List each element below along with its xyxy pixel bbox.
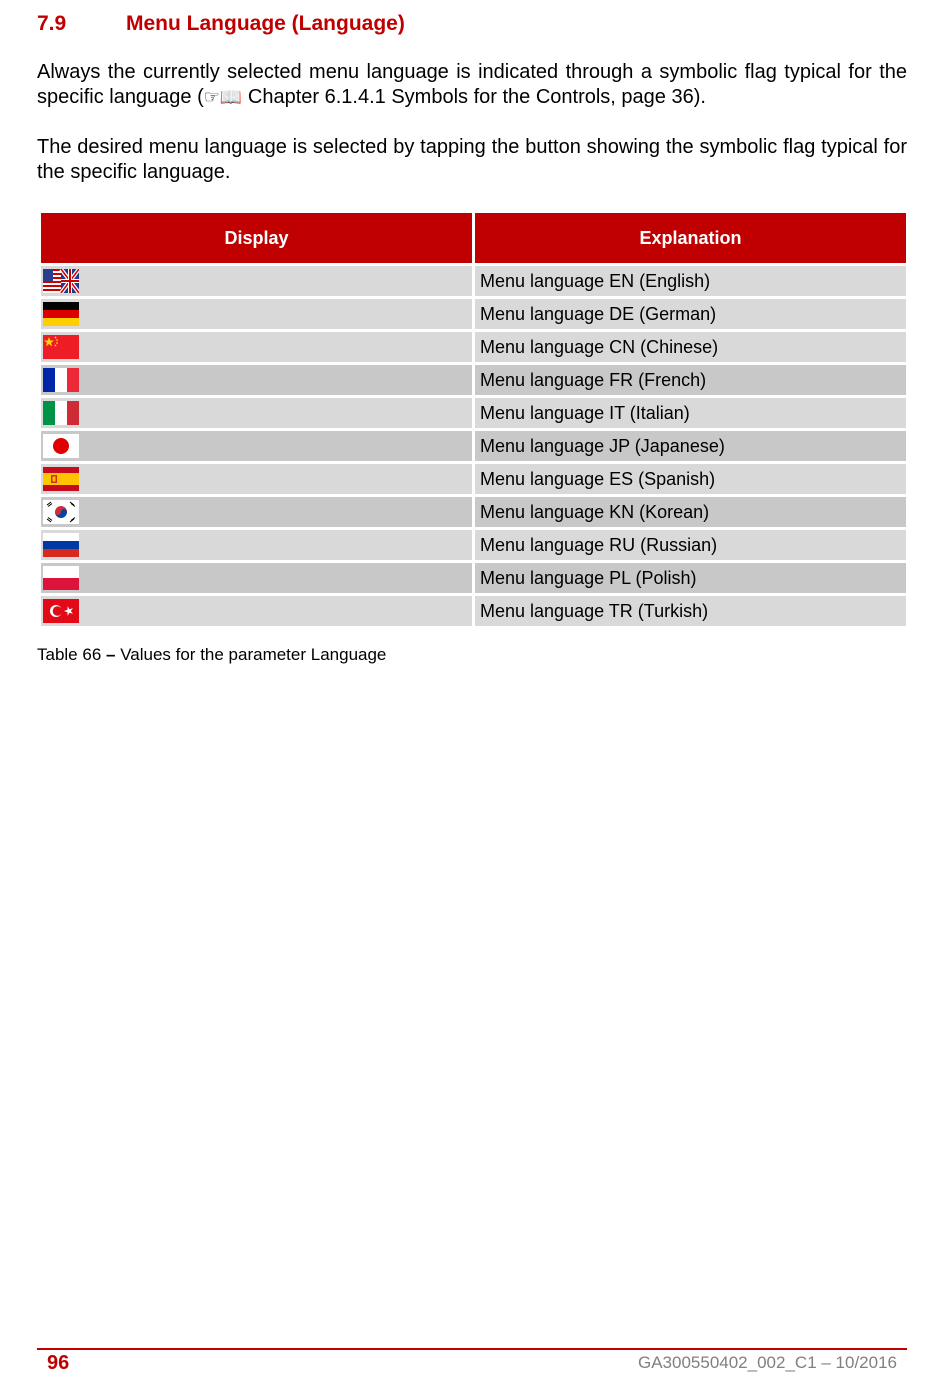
flag-es-icon[interactable] [43,467,79,491]
table-caption [37,645,386,665]
flag-ru-icon[interactable] [43,533,79,557]
page-number: 96 [47,1352,70,1374]
selection-paragraph: The desired menu language is selected by tapping the button showing the symbolic flag typical for the specific language. [37,136,907,183]
section-heading [37,12,405,36]
caption-label: Table 66 [37,645,102,664]
table-row [41,563,906,593]
table-row [41,530,906,560]
flag-kn-icon[interactable] [43,500,79,524]
explanation-cell: Menu language IT (Italian) [475,398,906,428]
explanation-cell: Menu language JP (Japanese) [475,431,906,461]
intro-text-start: Always the currently selected menu language is indicated through a symbolic flag typical for the specific language ( [37,61,907,108]
chapter-reference-link[interactable]: Chapter 6.1.4.1 Symbols for the Controls, page 36). [242,86,706,108]
display-cell [41,431,472,461]
explanation-cell: Menu language DE (German) [475,299,906,329]
display-cell [41,596,472,626]
section-number: 7.9 [37,12,67,35]
flag-pl-icon[interactable] [43,566,79,590]
flag-de-icon[interactable] [43,302,79,326]
display-cell [41,530,472,560]
explanation-cell: Menu language FR (French) [475,365,906,395]
display-cell [41,299,472,329]
table-row [41,365,906,395]
flag-fr-icon[interactable] [43,368,79,392]
table-row [41,464,906,494]
document-id: GA300550402_002_C1 – 10/2016 [637,1353,897,1372]
display-cell [41,266,472,296]
flag-it-icon[interactable] [43,401,79,425]
table-row [41,497,906,527]
flag-en-icon[interactable] [43,269,79,293]
explanation-cell: Menu language EN (English) [475,266,906,296]
display-cell [41,365,472,395]
language-table [38,210,909,629]
table-header-row [41,213,906,263]
explanation-cell: Menu language RU (Russian) [475,530,906,560]
explanation-cell: Menu language KN (Korean) [475,497,906,527]
display-cell [41,497,472,527]
table-row [41,596,906,626]
header-explanation: Explanation [475,213,906,263]
intro-paragraph [37,60,907,110]
display-cell [41,398,472,428]
table-row [41,332,906,362]
flag-cn-icon[interactable] [43,335,79,359]
table-row [41,299,906,329]
explanation-cell: Menu language CN (Chinese) [475,332,906,362]
explanation-cell: Menu language PL (Polish) [475,563,906,593]
display-cell [41,332,472,362]
display-cell [41,464,472,494]
flag-jp-icon[interactable] [43,434,79,458]
table-row [41,431,906,461]
display-cell [41,563,472,593]
table-row [41,398,906,428]
explanation-cell: Menu language TR (Turkish) [475,596,906,626]
caption-dash: – [101,645,121,664]
section-title: Menu Language (Language) [126,12,405,35]
reference-icon: ☞📖 [203,87,243,107]
caption-text: Values for the parameter Language [120,645,387,664]
footer-divider [37,1348,907,1350]
explanation-cell: Menu language ES (Spanish) [475,464,906,494]
header-display: Display [41,213,472,263]
table-row [41,266,906,296]
flag-tr-icon[interactable] [43,599,79,623]
